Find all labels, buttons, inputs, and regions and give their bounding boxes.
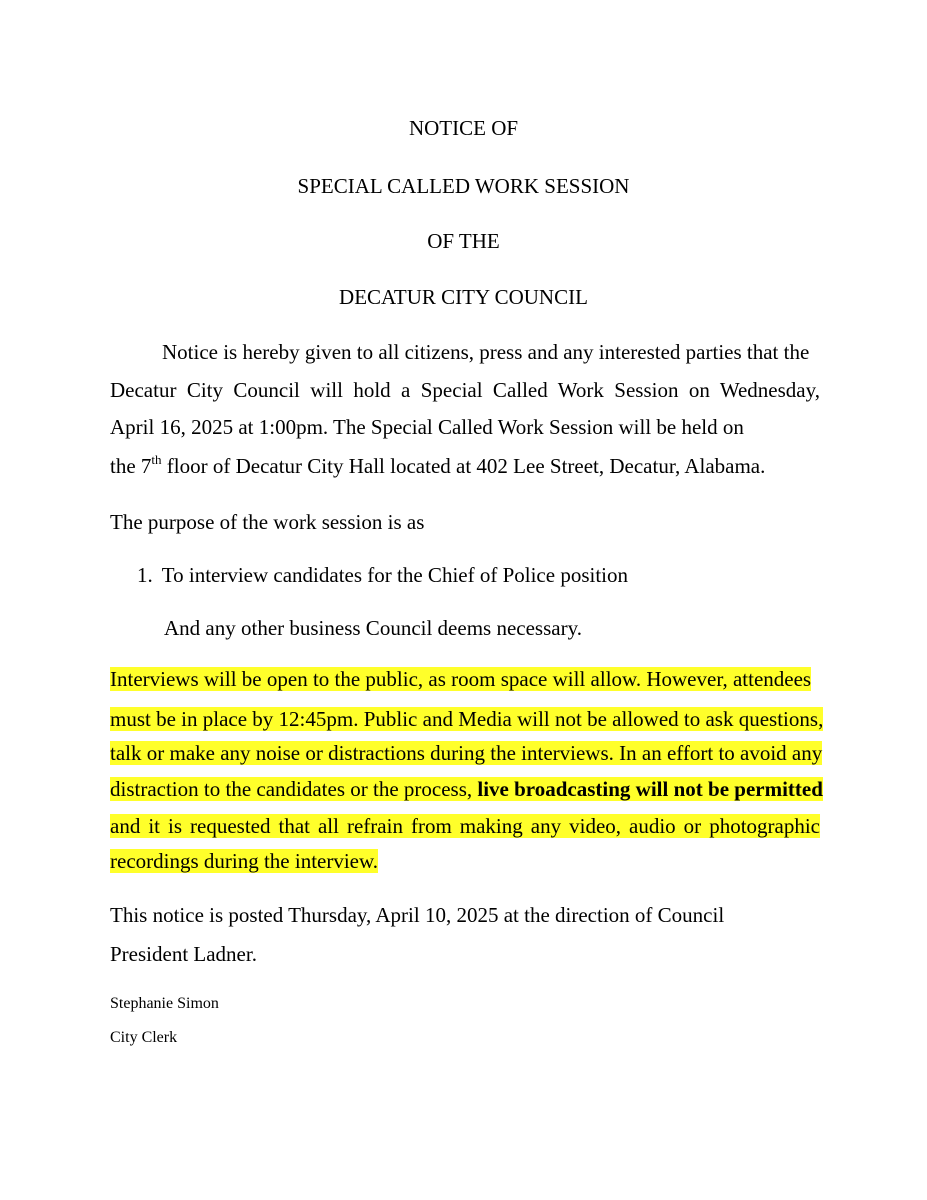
highlight-line-4 [110, 776, 823, 802]
highlight-line-2 [110, 706, 823, 732]
highlight-line-3 [110, 740, 822, 766]
highlight-text-3: talk or make any noise or distractions during the interviews. In an effort to avoid any [110, 741, 823, 765]
highlight-text-2: must be in place by 12:45pm. Public and Media will not be allowed to ask questions, [110, 707, 824, 731]
list-item-text: To interview candidates for the Chief of Police position [161, 563, 628, 587]
notice-line-2: Decatur City Council will hold a Special Called Work Session on Wednesday, [110, 378, 820, 402]
heading-notice-of: NOTICE OF [408, 116, 519, 140]
highlight-line-1 [110, 666, 811, 692]
notice-line-1: Notice is hereby given to all citizens, press and any interested parties that the [162, 340, 810, 364]
signature-title: City Clerk [110, 1029, 178, 1046]
highlight-line-5 [110, 813, 820, 839]
notice-line-4-end: floor of Decatur City Hall located at 402 Lee Street, Decatur, Alabama. [161, 454, 766, 478]
notice-line-4-start: the 7 [110, 454, 152, 478]
posted-line-2: President Ladner. [110, 942, 257, 966]
heading-special-called-work-session: SPECIAL CALLED WORK SESSION [297, 174, 630, 198]
highlight-bold-text: live broadcasting will not be permitted [477, 777, 823, 801]
ordinal-suffix: th [151, 452, 162, 467]
signature-name: Stephanie Simon [110, 995, 219, 1012]
posted-line-1: This notice is posted Thursday, April 10, 2025 at the direction of Council [110, 903, 725, 927]
list-item-number: 1. [137, 563, 153, 587]
highlight-text-1: Interviews will be open to the public, as room space will allow. However, attendees [110, 667, 812, 691]
notice-line-3: April 16, 2025 at 1:00pm. The Special Called Work Session will be held on [110, 415, 744, 439]
purpose-other-business: And any other business Council deems necessary. [164, 616, 582, 640]
purpose-intro: The purpose of the work session is as [110, 510, 425, 534]
highlight-text-4: distraction to the candidates or the process, [110, 777, 478, 801]
highlight-line-6 [110, 848, 378, 874]
highlight-text-6: recordings during the interview. [110, 849, 379, 873]
notice-line-4 [110, 453, 765, 479]
purpose-list-item [137, 562, 628, 588]
heading-of-the: OF THE [427, 229, 500, 253]
heading-decatur-city-council: DECATUR CITY COUNCIL [339, 285, 588, 309]
highlight-text-5: and it is requested that all refrain from making any video, audio or photographic [110, 814, 820, 838]
